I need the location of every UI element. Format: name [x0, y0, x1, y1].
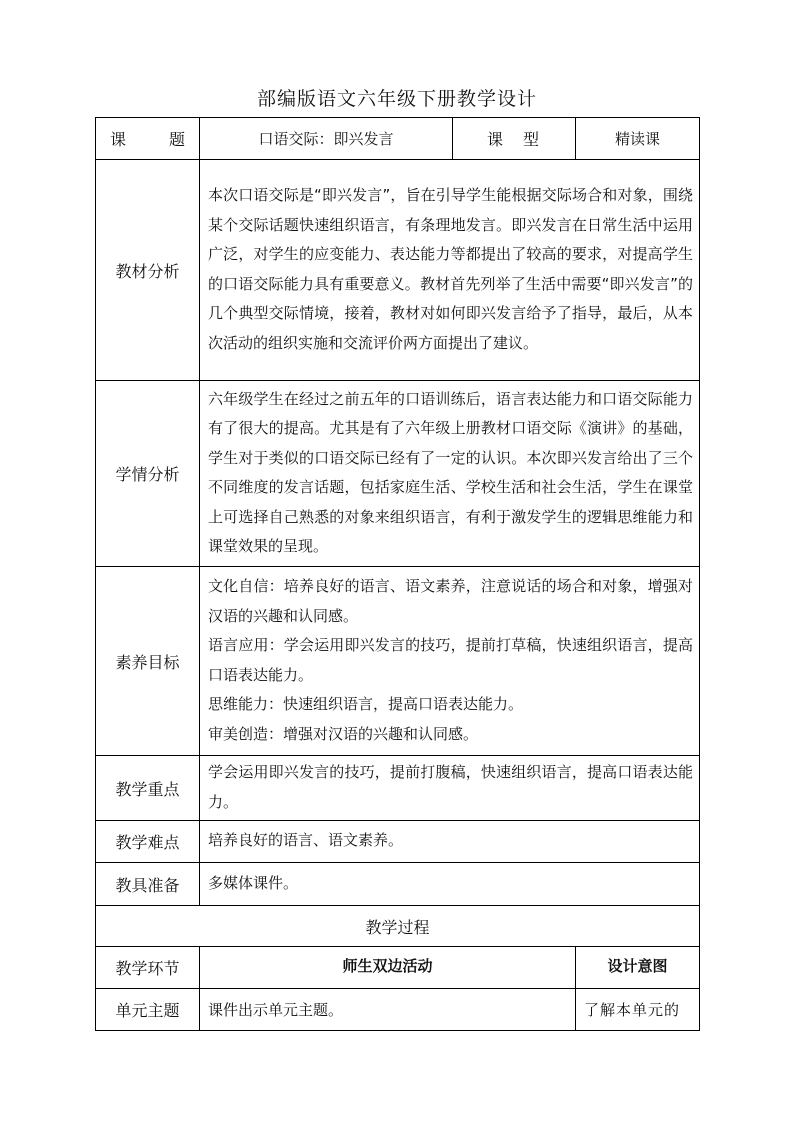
lesson-type-label: 课 型: [453, 118, 576, 160]
goal-aesthetic: 审美创造：增强对汉语的兴趣和认同感。: [208, 724, 479, 743]
process-row-stage: 单元主题: [96, 989, 200, 1031]
key-point-label: 教学重点: [96, 756, 200, 821]
document-title: 部编版语文六年级下册教学设计: [256, 88, 537, 110]
process-row: [96, 989, 700, 1031]
goal-thinking: 思维能力：快速组织语言，提高口语表达能力。: [208, 695, 524, 713]
tools-label: 教具准备: [96, 863, 200, 906]
col-stage-header: 教学环节: [96, 947, 200, 989]
lesson-type-value: 精读课: [576, 118, 700, 160]
col-intent-header: 设计意图: [576, 947, 700, 989]
row-goals: [96, 567, 700, 756]
row-tools: [96, 863, 700, 906]
row-student-analysis: [96, 381, 700, 567]
row-process-heading: [96, 906, 700, 947]
student-analysis-label: 学情分析: [96, 381, 200, 567]
key-point-text: 学会运用即兴发言的技巧，提前打腹稿，快速组织语言，提高口语表达能力。: [200, 756, 700, 821]
lesson-plan-table: [95, 117, 700, 1031]
topic-label: 课 题: [96, 118, 200, 160]
difficulty-label: 教学难点: [96, 821, 200, 863]
goals-label: 素养目标: [96, 567, 200, 756]
goal-language: 语言应用：学会运用即兴发言的技巧，提前打草稿，快速组织语言，提高口语表达能力。: [208, 636, 693, 684]
goal-culture: 文化自信：培养良好的语言、语文素养，注意说话的场合和对象，增强对汉语的兴趣和认同感。: [208, 577, 693, 625]
process-row-activity: 课件出示单元主题。: [200, 989, 576, 1031]
row-topic: [96, 118, 700, 160]
col-activity-header: 师生双边活动: [200, 947, 576, 989]
student-analysis-text: 六年级学生在经过之前五年的口语训练后，语言表达能力和口语交际能力有了很大的提高。尤其是有了六年级上册教材口语交际《演讲》的基础，学生对于类似的口语交际已经有了一定的认识。本次即兴发言给出了三个不同维度的发言话题，包括家庭生活、学校生活和社会生活，学生在课堂上可选择自己熟悉的对象来组织语言，有利于激发学生的逻辑思维能力和课堂效果的呈现。: [200, 381, 700, 567]
material-analysis-label: 教材分析: [96, 160, 200, 381]
row-process-columns: [96, 947, 700, 989]
material-analysis-text: 本次口语交际是“即兴发言”，旨在引导学生能根据交际场合和对象，围绕某个交际话题快速组织语言，有条理地发言。即兴发言在日常生活中运用广泛，对学生的应变能力、表达能力等都提出了较高的要求，对提高学生的口语交际能力具有重要意义。教材首先列举了生活中需要“即兴发言”的几个典型交际情境，接着，教材对如何即兴发言给予了指导，最后，从本次活动的组织实施和交流评价两方面提出了建议。: [200, 160, 700, 381]
goals-list: [200, 567, 700, 756]
difficulty-text: 培养良好的语言、语文素养。: [200, 821, 700, 863]
process-row-intent: 了解本单元的: [576, 989, 700, 1031]
row-key-point: [96, 756, 700, 821]
row-difficulty: [96, 821, 700, 863]
row-material-analysis: [96, 160, 700, 381]
tools-text: 多媒体课件。: [200, 863, 700, 906]
process-heading: 教学过程: [96, 906, 700, 947]
topic-value: 口语交际：即兴发言: [200, 118, 453, 160]
